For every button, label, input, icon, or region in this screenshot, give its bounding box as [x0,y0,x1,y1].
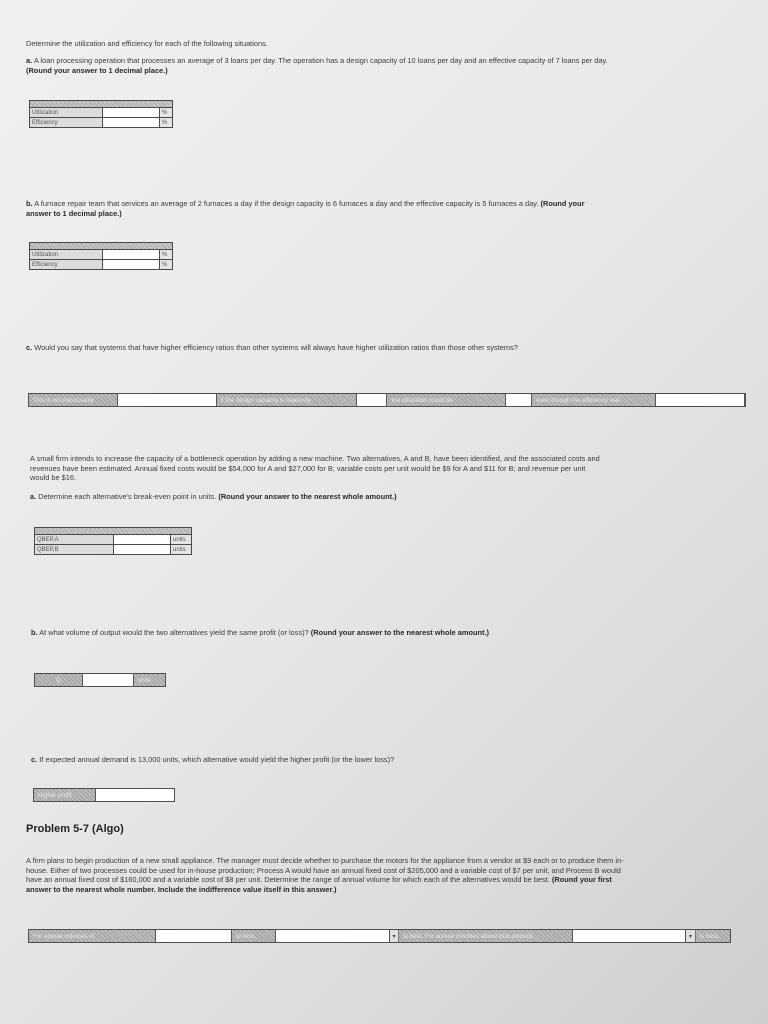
part-b-answer-table [29,242,173,270]
row-label: QBEP,B [35,545,114,555]
efficiency-row [30,260,173,270]
q-label: Q [35,674,82,686]
part-a-question: a. A loan processing operation that processes an average of 3 loans per day. The operation has a design capacity of 10 loans per day and an effective capacity of 7 loans per day. (Round your answer to 1 decimal place.) [26,56,608,75]
qbep-a-row [35,535,192,545]
unit-label: % [160,250,173,260]
sentence-segment: is best. [696,930,730,942]
row-label: Efficiency [30,118,103,128]
utilization-input[interactable] [103,250,160,260]
utilization-input[interactable] [103,108,160,118]
sentence-segment: even though the efficiency was [532,394,655,406]
sentence-segment: This is not necessarily [29,394,117,406]
qbep-a-input[interactable] [114,535,171,545]
part-c-question: c. Would you say that systems that have higher efficiency ratios than other systems will always have higher utilization ratios than those other systems? [26,343,518,352]
breakeven-b-answer-row [34,673,166,687]
first-alternative-select[interactable] [275,930,389,942]
sentence-segment: For annual volumes of [29,930,155,942]
utilization-row [30,250,173,260]
row-label: Utilization [30,108,103,118]
breakeven-intro: A small firm intends to increase the capacity of a bottleneck operation by adding a new machine. Two alternatives, A and B, have been identified, and the associated costs and revenues have been estimated. Annual fixed costs would be $54,000 for A and $27,000 for B; variable costs per unit would be $9 for A and $11 for B; and revenue per unit would be $16. [30,454,600,483]
row-label: QBEP,A [35,535,114,545]
indifference-volume-input[interactable] [82,674,134,686]
row-label: Efficiency [30,260,103,270]
breakeven-c-question: c. If expected annual demand is 13,000 units, which alternative would yield the higher profit (or the lower loss)? [31,755,395,764]
second-alternative-select[interactable] [572,930,686,942]
answer-input[interactable] [505,394,532,406]
qbep-b-input[interactable] [114,545,171,555]
part-c-answer-row [28,393,746,407]
qbep-b-row [35,545,192,555]
sentence-segment: the utilization could be [387,394,504,406]
breakeven-b-question: b. At what volume of output would the two alternatives yield the same profit (or loss)? (Round your answer to the nearest whole amount.) [31,628,489,637]
unit-label: % [160,108,173,118]
efficiency-input[interactable] [103,260,160,270]
answer-input[interactable] [117,394,217,406]
problem-answer-row [28,929,731,943]
sentence-segment: or less, [232,930,276,942]
breakeven-a-table [34,527,192,555]
volume-input[interactable] [155,930,232,942]
breakeven-a-question: a. Determine each alternative's break-even point in units. (Round your answer to the nearest whole amount.) [30,492,397,501]
answer-input[interactable] [655,394,745,406]
efficiency-row [30,118,173,128]
intro-text: Determine the utilization and efficiency for each of the following situations. [26,39,268,48]
units-label: units [134,674,165,686]
problem-text: A firm plans to begin production of a new small appliance. The manager must decide whether to purchase the motors for the appliance from a vendor at $9 each or to produce them in-house. Either of two processes could be used for in-house production; Process A would have an annual fixed cost of $205,000 and a variable cost of $7 per unit, and Process B would have an annual fixed cost of $160,000 and a variable cost of $8 per unit. Determine the range of annual volume for which each of the alternatives would be best. (Round your first answer to the nearest whole number. Include the indifference value itself in this answer.) [26,856,624,894]
unit-label: % [160,118,173,128]
higher-profit-label: Higher profit [34,789,95,801]
unit-label: % [160,260,173,270]
part-a-answer-table [29,100,173,128]
efficiency-input[interactable] [103,118,160,128]
utilization-row [30,108,173,118]
breakeven-c-answer-row [33,788,175,802]
higher-profit-select[interactable] [95,789,174,801]
unit-label: units [171,545,192,555]
sentence-segment: if the design capacity is relatively [217,394,357,406]
part-b-question: b. A furnace repair team that services an average of 2 furnaces a day if the design capacity is 6 furnaces a day and the effective capacity is 5 furnaces a day. (Round your answer to 1 decimal place.) [26,199,585,218]
unit-label: units [171,535,192,545]
answer-input[interactable] [356,394,387,406]
problem-title: Problem 5-7 (Algo) [26,823,124,835]
sentence-segment: is best. For annual volumes above that amount, [399,930,572,942]
row-label: Utilization [30,250,103,260]
chevron-down-icon[interactable]: ▾ [390,930,399,942]
chevron-down-icon[interactable]: ▾ [686,930,695,942]
